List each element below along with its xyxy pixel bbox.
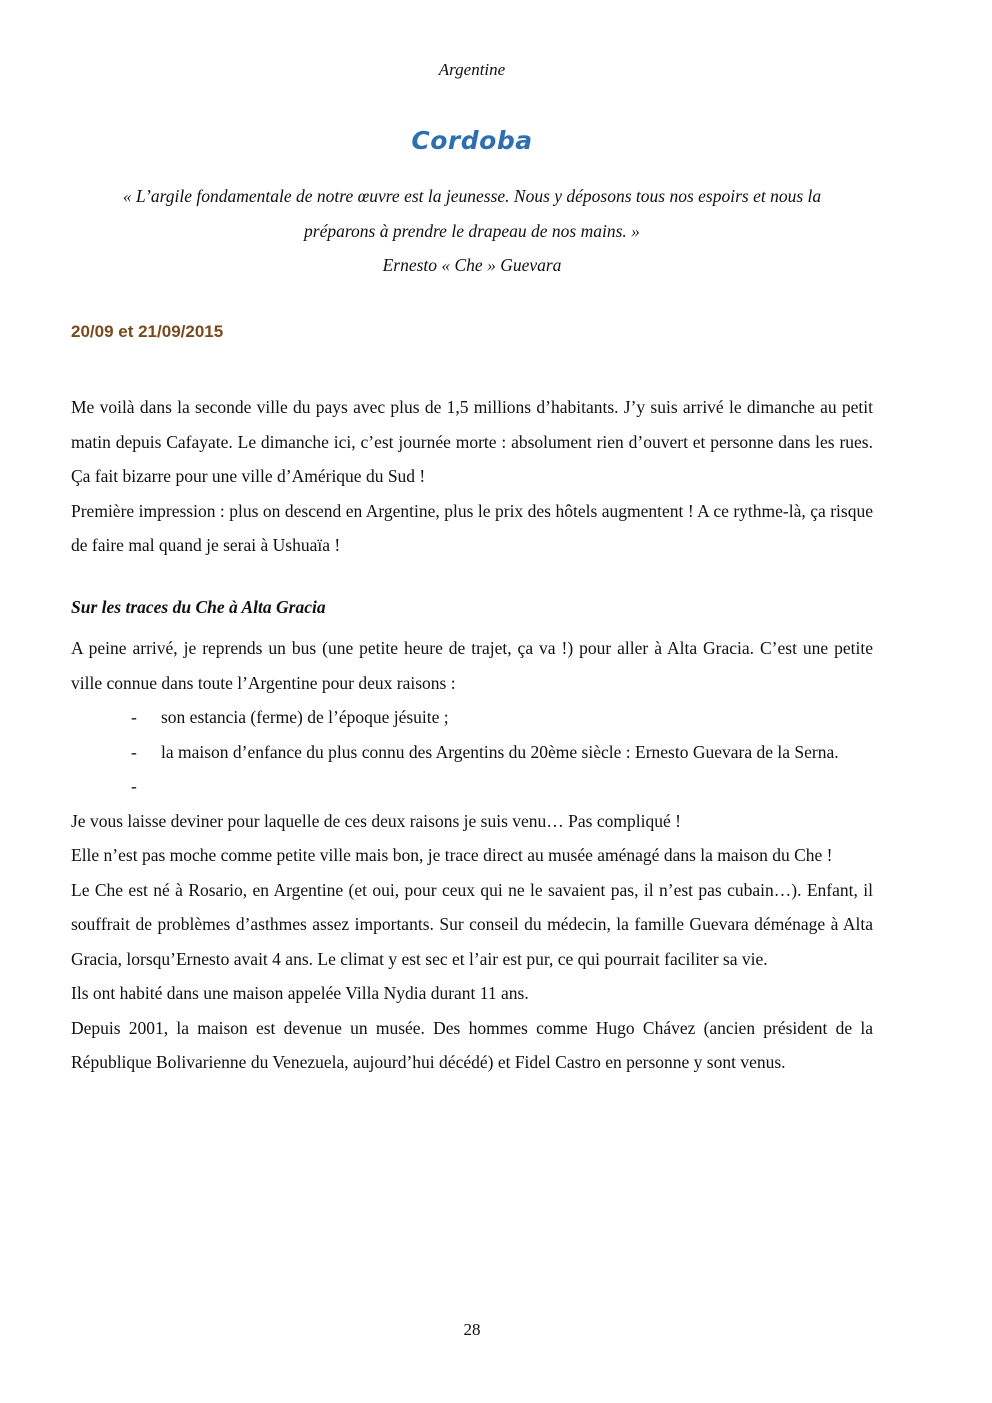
list-dash: - [131,741,137,762]
entry-date: 20/09 et 21/09/2015 [71,322,224,341]
paragraph: Le Che est né à Rosario, en Argentine (et oui, pour ceux qui ne le savaient pas, il n’est pas cubain…). Enfant, il souffrait de problèmes d’asthmes assez importants. Sur conseil du médecin, la famille Guevara déménage à Alta Gracia, lorsqu’Ernesto avait 4 ans. Le climat y est sec et l’air est pur, ce qui pourrait faciliter sa vie. [71,879,873,969]
section-heading: Sur les traces du Che à Alta Gracia [71,597,326,617]
section-intro [71,390,873,563]
list-item [71,769,873,804]
page-title: Cordoba [411,126,533,155]
paragraph: Première impression : plus on descend en Argentine, plus le prix des hôtels augmentent ! A ce rythme-là, ça risque de faire mal quand je serai à Ushuaïa ! [71,500,873,555]
epigraph-line-2: préparons à prendre le drapeau de nos mains. » [304,220,640,241]
list-item-text [161,776,165,796]
epigraph [71,179,873,283]
list-item-text: son estancia (ferme) de l’époque jésuite ; [161,707,449,727]
page-number: 28 [463,1320,481,1339]
list-dash: - [131,707,137,727]
reasons-list [71,700,873,804]
paragraph: Elle n’est pas moche comme petite ville mais bon, je trace direct au musée aménagé dans la maison du Che ! [71,845,833,865]
paragraph: Me voilà dans la seconde ville du pays avec plus de 1,5 millions d’habitants. J’y suis arrivé le dimanche au petit matin depuis Cafayate. Le dimanche ici, c’est journée morte : absolument rien d’ouvert et personne dans les rues. Ça fait bizarre pour une ville d’Amérique du Sud ! [71,397,873,486]
list-item [71,735,873,770]
paragraph: Depuis 2001, la maison est devenue un musée. Des hommes comme Hugo Chávez (ancien président de la République Bolivarienne du Venezuela, aujourd’hui décédé) et Fidel Castro en personne y sont venus. [71,1017,873,1072]
epigraph-line-1: « L’argile fondamentale de notre œuvre est la jeunesse. Nous y déposons tous nos espoirs et nous la [122,186,822,206]
list-item [71,700,873,735]
running-header: Argentine [438,60,506,79]
list-item-text: la maison d’enfance du plus connu des Argentins du 20ème siècle : Ernesto Guevara de la Serna. [161,741,839,762]
list-dash: - [131,776,137,796]
paragraph: A peine arrivé, je reprends un bus (une petite heure de trajet, ça va !) pour aller à Alta Gracia. C’est une petite ville connue dans toute l’Argentine pour deux raisons : [71,638,873,693]
paragraph: Je vous laisse deviner pour laquelle de ces deux raisons je suis venu… Pas compliqué ! [71,810,681,831]
section-alta-gracia [71,631,873,1080]
epigraph-author: Ernesto « Che » Guevara [382,255,562,275]
paragraph: Ils ont habité dans une maison appelée Villa Nydia durant 11 ans. [71,983,529,1003]
